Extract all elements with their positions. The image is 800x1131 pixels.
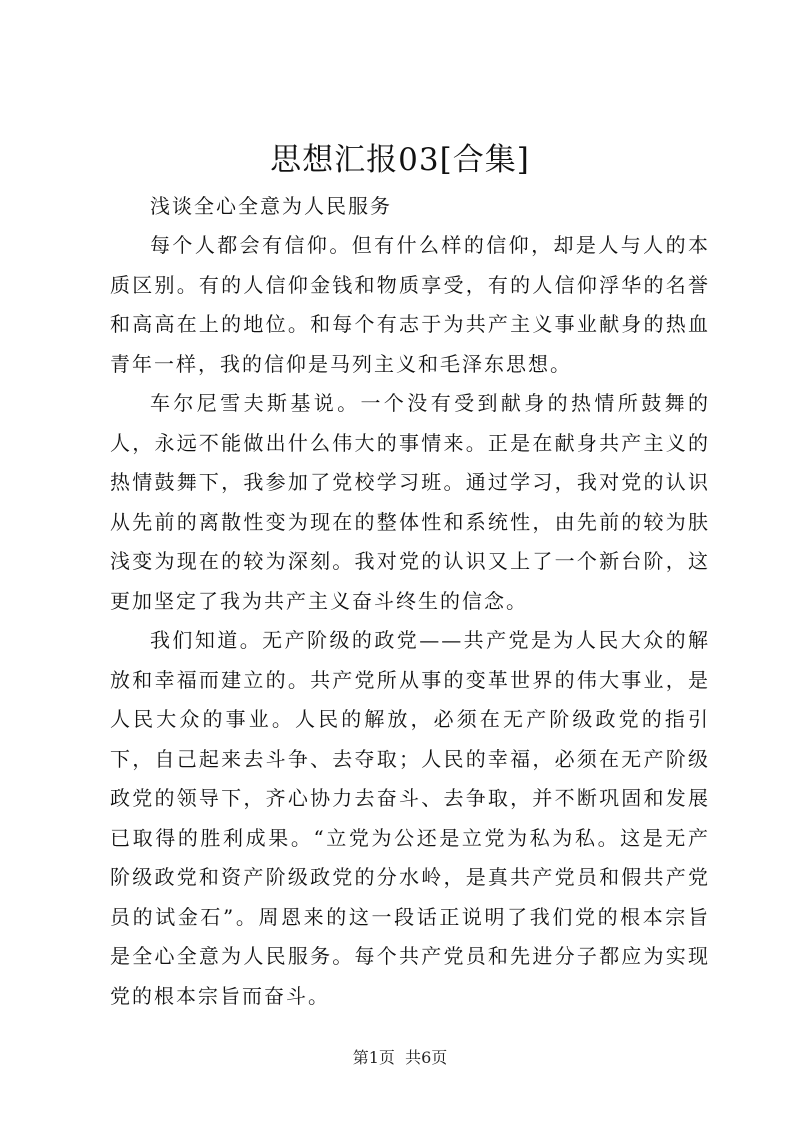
document-body bbox=[110, 186, 710, 1016]
page-total: 共6页 bbox=[405, 1048, 448, 1067]
document-subtitle: 浅谈全心全意为人民服务 bbox=[150, 194, 392, 218]
paragraph-3: 我们知道。无产阶级的政党——共产党是为人民大众的解放和幸福而建立的。共产党所从事的变革世界的伟大事业，是人民大众的事业。人民的解放，必须在无产阶级政党的指引下，自己起来去斗争、去夺取；人民的幸福，必须在无产阶级政党的领导下，齐心协力去奋斗、去争取，并不断巩固和发展已取得的胜利成果。“立党为公还是立党为私为私。这是无产阶级政党和资产阶级政党的分水岭，是真共产党员和假共产党员的试金石”。周恩来的这一段话正说明了我们党的根本宗旨是全心全意为人民服务。每个共产党员和先进分子都应为实现党的根本宗旨而奋斗。 bbox=[110, 628, 710, 1008]
page-footer bbox=[0, 1047, 800, 1069]
paragraph-2: 车尔尼雪夫斯基说。一个没有受到献身的热情所鼓舞的人，永远不能做出什么伟大的事情来。正是在献身共产主义的热情鼓舞下，我参加了党校学习班。通过学习，我对党的认识从先前的离散性变为现在的整体性和系统性，由先前的较为肤浅变为现在的较为深刻。我对党的认识又上了一个新台阶，这更加坚定了我为共产主义奋斗终生的信念。 bbox=[110, 391, 710, 613]
paragraph-1: 每个人都会有信仰。但有什么样的信仰，却是人与人的本质区别。有的人信仰金钱和物质享受，有的人信仰浮华的名誉和高高在上的地位。和每个有志于为共产主义事业献身的热血青年一样，我的信仰是马列主义和毛泽东思想。 bbox=[110, 233, 710, 376]
document-title: 思想汇报03[合集] bbox=[270, 142, 530, 178]
page-number: 第1页 bbox=[352, 1048, 395, 1067]
footer-gap bbox=[395, 1048, 405, 1067]
